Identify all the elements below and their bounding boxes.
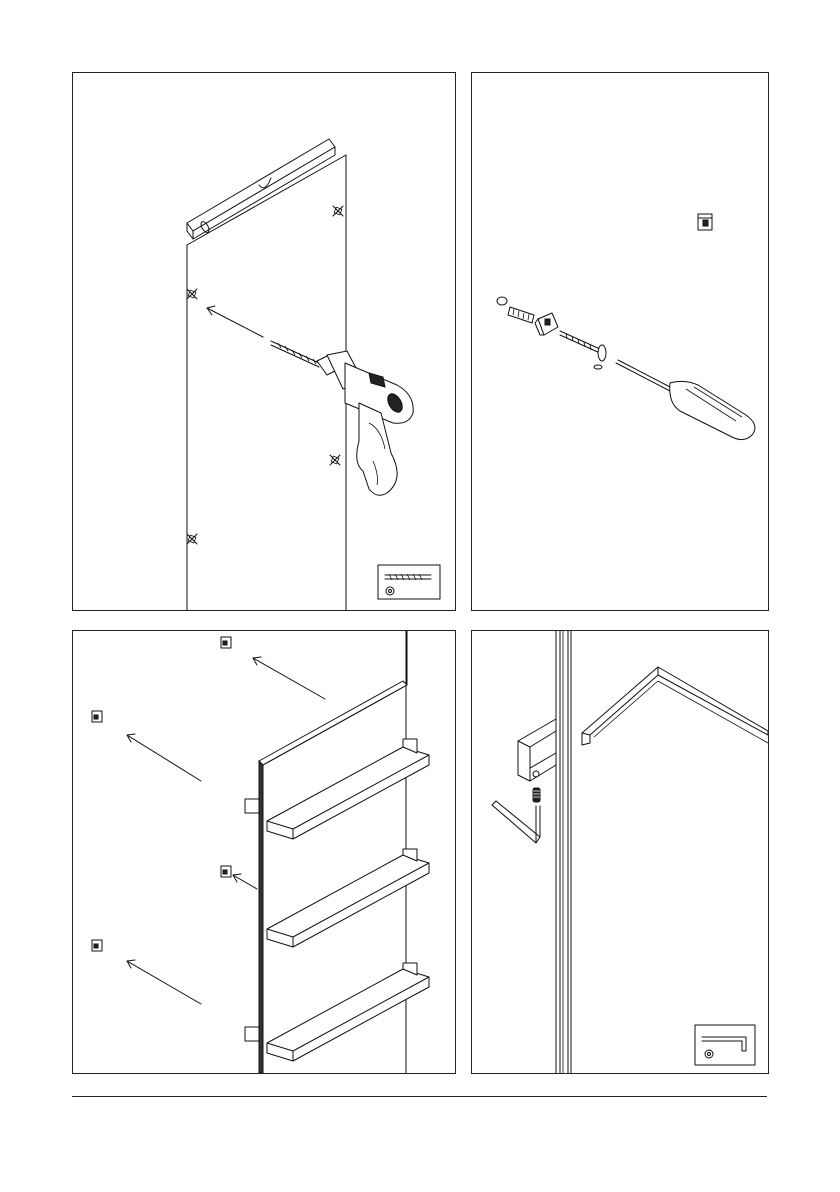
spirit-level-icon	[187, 139, 335, 239]
wall-channel-detail	[582, 667, 768, 745]
direction-arrow-icon	[233, 874, 257, 889]
direction-arrow-icon	[127, 960, 201, 1004]
hole-marker-icon	[330, 455, 340, 465]
radiator-edge	[556, 631, 571, 1073]
bracket-icon	[518, 719, 556, 781]
step-4-tighten-panel	[471, 630, 769, 1074]
step-1-drill-panel	[72, 72, 456, 611]
wall-plug-icon	[497, 297, 534, 323]
bracket-icon	[221, 637, 231, 648]
towel-radiator-icon	[245, 631, 429, 1073]
bracket-icon	[92, 940, 102, 951]
direction-arrow-icon	[253, 657, 325, 699]
drill-bit-icon	[271, 341, 319, 367]
hex-key-badge-icon	[695, 1025, 755, 1065]
screw-icon	[560, 331, 606, 369]
towel-bar	[267, 849, 429, 947]
set-screw-icon	[533, 788, 540, 802]
direction-arrow-icon	[207, 306, 263, 337]
step-3-hang-panel	[72, 630, 456, 1074]
bracket-icon	[535, 313, 558, 335]
hole-marker-icon	[187, 534, 197, 544]
bracket-icon	[221, 866, 231, 877]
drill-bit-badge-icon	[378, 565, 440, 599]
step-2-fixing-panel	[471, 72, 769, 611]
hex-key-icon	[492, 801, 540, 843]
bracket-icon	[698, 214, 712, 230]
hole-marker-icon	[187, 289, 197, 299]
screwdriver-icon	[616, 360, 755, 440]
hole-marker-icon	[333, 206, 343, 216]
page-footer-rule	[72, 1096, 767, 1097]
bracket-icon	[92, 711, 102, 722]
drill-icon	[317, 351, 413, 495]
towel-bar	[245, 963, 429, 1061]
direction-arrow-icon	[127, 734, 201, 781]
